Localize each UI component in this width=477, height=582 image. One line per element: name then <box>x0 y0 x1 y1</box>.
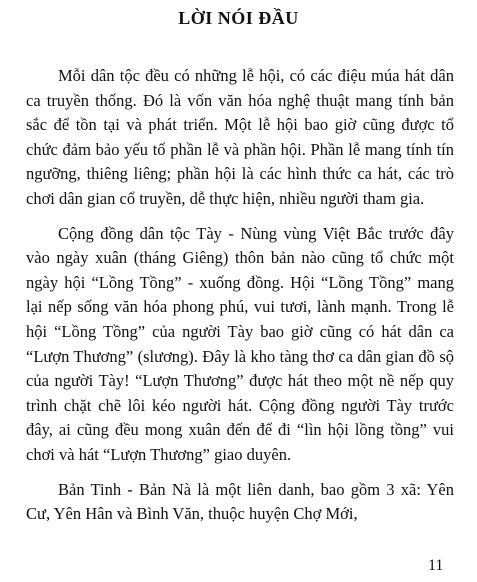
paragraph-2: Cộng đồng dân tộc Tày - Nùng vùng Việt Bắc trước đây vào ngày xuân (tháng Giêng) thôn bản nào cũng tổ chức một ngày hội “Lồng Tồng” - xuống đồng. Hội “Lồng Tồng” mang lại nếp sống văn hóa phong phú, vui tươi, lành mạnh. Trong lễ hội “Lồng Tồng” của người Tày bao giờ cũng có hát dân ca “Lượn Thương” (slương). Đây là kho tàng thơ ca dân gian đồ sộ của người Tày! “Lượn Thương” được hát theo một nề nếp quy trình chặt chẽ lôi kéo người hát. Cộng đồng người Tày trước đây, ai cũng đều mong xuân đến để đi “lìn hội lồng tồng” vui chơi và hát “Lượn Thương” giao duyên. <box>26 223 454 464</box>
body-text <box>26 64 454 537</box>
paragraph-1: Mỗi dân tộc đều có những lễ hội, có các điệu múa hát dân ca truyền thống. Đó là vốn văn hóa nghệ thuật mang tính bản sắc để tồn tại và phát triển. Một lễ hội bao giờ cũng được tổ chức đảm bảo yếu tố phần lễ và phần hội. Phần lễ mang tính tín ngưỡng, thiêng liêng; phần hội là các hình thức ca hát, các trò chơi dân gian cổ truyền, dễ thực hiện, nhiều người tham gia. <box>26 66 454 208</box>
page-title: LỜI NÓI ĐẦU <box>178 8 299 28</box>
paragraph-3: Bản Tinh - Bản Nà là một liên danh, bao gồm 3 xã: Yên Cư, Yên Hân và Bình Văn, thuộc huyện Chợ Mới, <box>26 479 454 524</box>
page-number: 11 <box>428 557 444 574</box>
